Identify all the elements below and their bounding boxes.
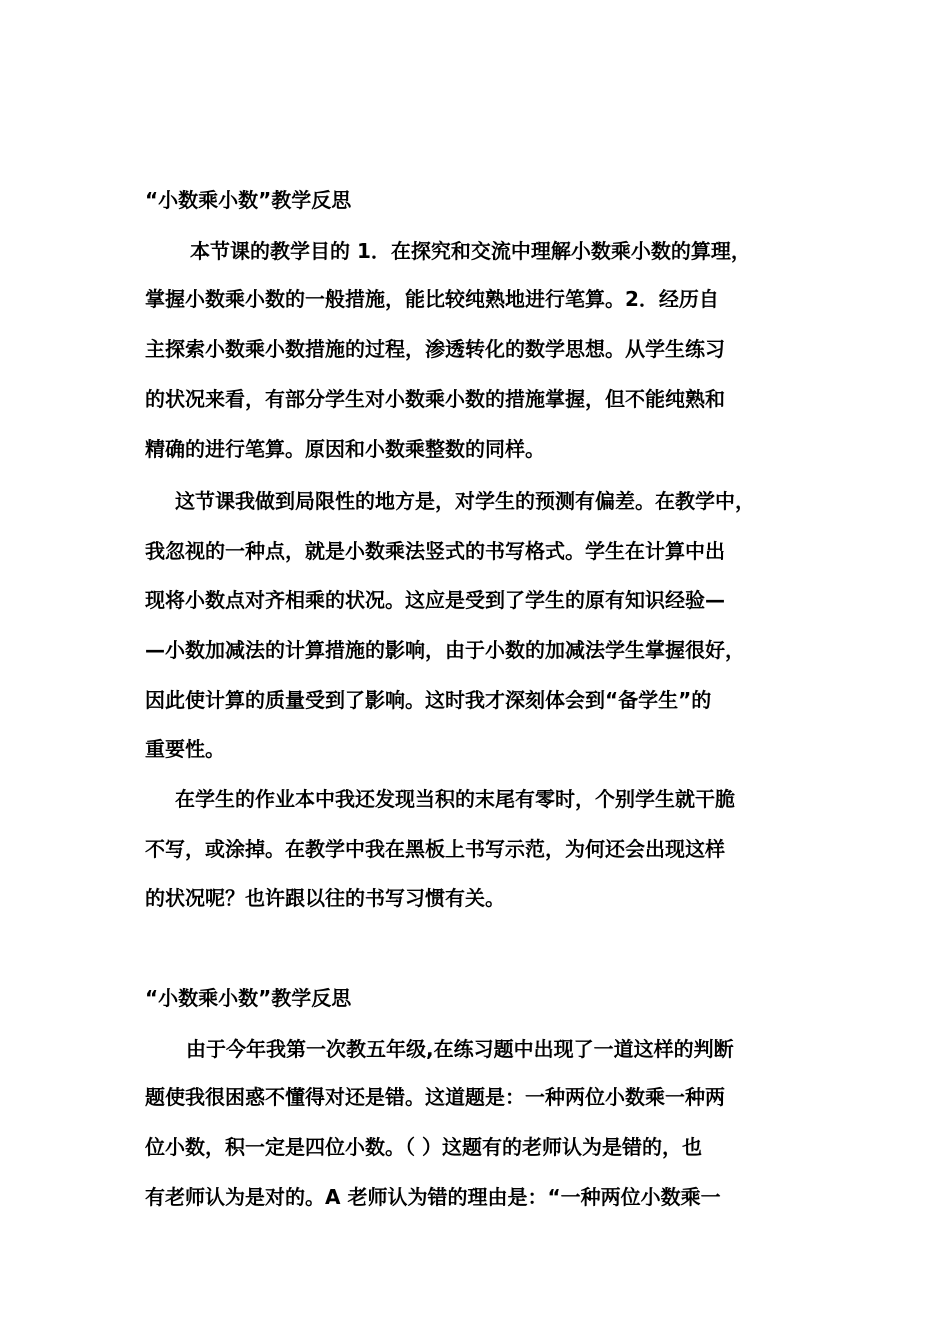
section1-title: “小数乘小数”教学反思	[145, 188, 352, 212]
section1-para2-line1: 这节课我做到局限性的地方是，对学生的预测有偏差。在教学中，	[175, 489, 755, 513]
section1-para3-line2: 不写，或涂掉。在教学中我在黑板上书写示范，为何还会出现这样	[145, 837, 725, 861]
section1-para1-line3: 主探索小数乘小数措施的过程，渗透转化的数学思想。从学生练习	[145, 337, 725, 361]
section2-para1-line4: 有老师认为是对的。A 老师认为错的理由是：“一种两位小数乘一	[145, 1185, 721, 1209]
section2-para1-line2: 题使我很困惑不懂得对还是错。这道题是：一种两位小数乘一种两	[145, 1085, 725, 1109]
section1-para2-line2: 我忽视的一种点，就是小数乘法竖式的书写格式。学生在计算中出	[145, 539, 725, 563]
section1-para3-line3: 的状况呢？也许跟以往的书写习惯有关。	[145, 886, 505, 910]
section1-para3-line1: 在学生的作业本中我还发现当积的末尾有零时，个别学生就干脆	[175, 787, 735, 811]
section2-para1-line3: 位小数，积一定是四位小数。（ ）这题有的老师认为是错的，也	[145, 1135, 702, 1159]
section2-title: “小数乘小数”教学反思	[145, 986, 352, 1010]
section2-para1-line1: 由于今年我第一次教五年级,在练习题中出现了一道这样的判断	[186, 1037, 734, 1061]
section1-para2-line4: —小数加减法的计算措施的影响，由于小数的加减法学生掌握很好，	[145, 638, 745, 662]
section1-para2-line3: 现将小数点对齐相乘的状况。这应是受到了学生的原有知识经验—	[145, 588, 725, 612]
section1-para2-line5: 因此使计算的质量受到了影响。这时我才深刻体会到“备学生”的	[145, 688, 712, 712]
section1-para2-line6: 重要性。	[145, 737, 225, 761]
section1-para1-line1: 本节课的教学目的 1．在探究和交流中理解小数乘小数的算理，	[190, 239, 751, 263]
section1-para1-line5: 精确的进行笔算。原因和小数乘整数的同样。	[145, 437, 545, 461]
section1-para1-line4: 的状况来看，有部分学生对小数乘小数的措施掌握，但不能纯熟和	[145, 387, 725, 411]
section1-para1-line2: 掌握小数乘小数的一般措施，能比较纯熟地进行笔算。2．经历自	[145, 287, 719, 311]
